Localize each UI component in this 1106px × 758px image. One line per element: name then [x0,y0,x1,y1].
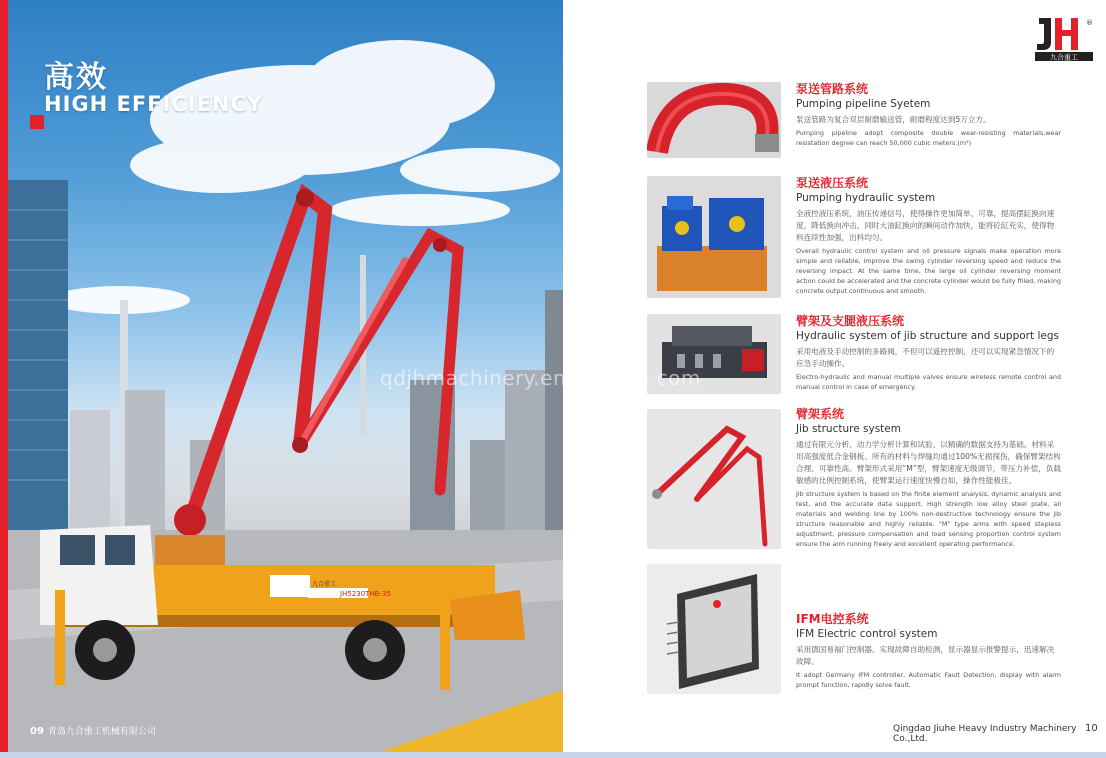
feature-title-cn: 泵送管路系统 [796,82,869,96]
watermark-text: qdjhmachinery.en.alibaba.com [380,366,701,390]
company-name-cn: 青岛九合重工机械有限公司 [47,727,156,737]
hydraulic-valve-image [647,176,781,298]
bottom-strip [0,752,1106,758]
jib-arm-image [647,409,781,549]
feature-body-en: Electro-hydraulic and manual multiple valves ensure wireless remote control and manual control in case of emergency. [796,373,1061,391]
red-accent-square [30,115,44,129]
left-footer [30,724,156,737]
feature-title-en: Pumping pipeline Syetem [796,98,931,110]
feature-body-en: Jib structure system is based on the finite element analysis, dynamic analysis and test, and the accurate data support. High strength low alloy steel plate, all materials and welding line by 100% non-destructive technology ensure the jib structure reasonable and highly reliable. "M" type arms with speed stepless adjustment, pressure compensation and load sensing proportion control system ensure the arm running freely and excellent operating performance. [796,490,1061,548]
company-name-en: Qingdao Jiuhe Heavy Industry Machinery Co.,Ltd. [893,724,1077,744]
page-title-cn: 高效 [44,60,108,95]
right-page-number: 10 [1085,723,1098,734]
feature-title-cn: 臂架系统 [796,407,845,421]
feature-body-cn: 采用德国易福门控制器，实现故障自助检测，显示器显示报警提示，迅速解决故障。 [796,645,1055,666]
feature-body-en: Overall hydraulic control system and oil pressure signals make operation more simple and reliable, improve the swing cylinder reversing speed and reduce the reversing impact. At the same time, the large oil cylinder reversing moment action could be accelerated and the concrete cylinder would be fully filled, making concrete output continuous and smooth. [796,247,1061,295]
page-title-en: HIGH EFFICIENCY [44,92,264,116]
logo-text: 九合重工 [1050,53,1078,62]
feature-body-cn: 采用电液及手动控制的多路阀，不但可以遥控控制，还可以实现紧急情况下的应急手动操作。 [796,347,1055,368]
truck-logo-text: 九合重工 [312,581,337,588]
feature-title-en: Jib structure system [796,423,901,435]
truck-plate: JH5230THB-35 [340,590,391,598]
feature-title-cn: IFM电控系统 [796,612,869,626]
feature-title-en: IFM Electric control system [796,628,938,640]
feature-body-cn: 泵送管路为复合双层耐磨输送管，耐磨程度达到5万立方。 [796,115,991,124]
ifm-controller-image [647,564,781,694]
pipeline-elbow-image [647,82,781,158]
feature-body-en: It adopt Germany IFM controller, Automatic Fault Detection, display with alarm prompt function, rapidly solve fault. [796,671,1061,689]
feature-body-cn: 全液控液压系统，油压传递信号，使得操作更加简单、可靠，提高摆缸换向速度，降低换向冲击，同时大油缸换向的瞬间动作加快，能将砼缸充实，使得物料连续性加强，出料均匀。 [796,209,1055,242]
logo-registered-mark: ® [1086,19,1093,27]
feature-title-cn: 泵送液压系统 [796,176,869,190]
feature-title-cn: 臂架及支腿液压系统 [796,314,905,328]
feature-title-en: Pumping hydraulic system [796,192,936,204]
left-page-number: 09 [30,726,44,737]
feature-body-cn: 通过有限元分析、动力学分析计算和试验、以精确的数据支持为基础。材料采用高强度低合金钢板、所有的材料与焊缝均通过100%无损探伤，确保臂架结构合理、可靠性高。臂架形式采用“M”型，臂架速度无级调节，带压力补偿，负载敏感的比例控制系统，使臂架运行速度快慢自如，操作性能极佳。 [796,440,1062,485]
jiuhe-logo-icon [1033,14,1095,62]
feature-title-en: Hydraulic system of jib structure and support legs [796,330,1059,342]
red-side-bar [0,0,8,752]
feature-body-en: Pumping pipeline adopt composite double wear-resisting materials,wear resistation degree can reach 50,000 cubic meters.(m³) [796,129,1061,147]
